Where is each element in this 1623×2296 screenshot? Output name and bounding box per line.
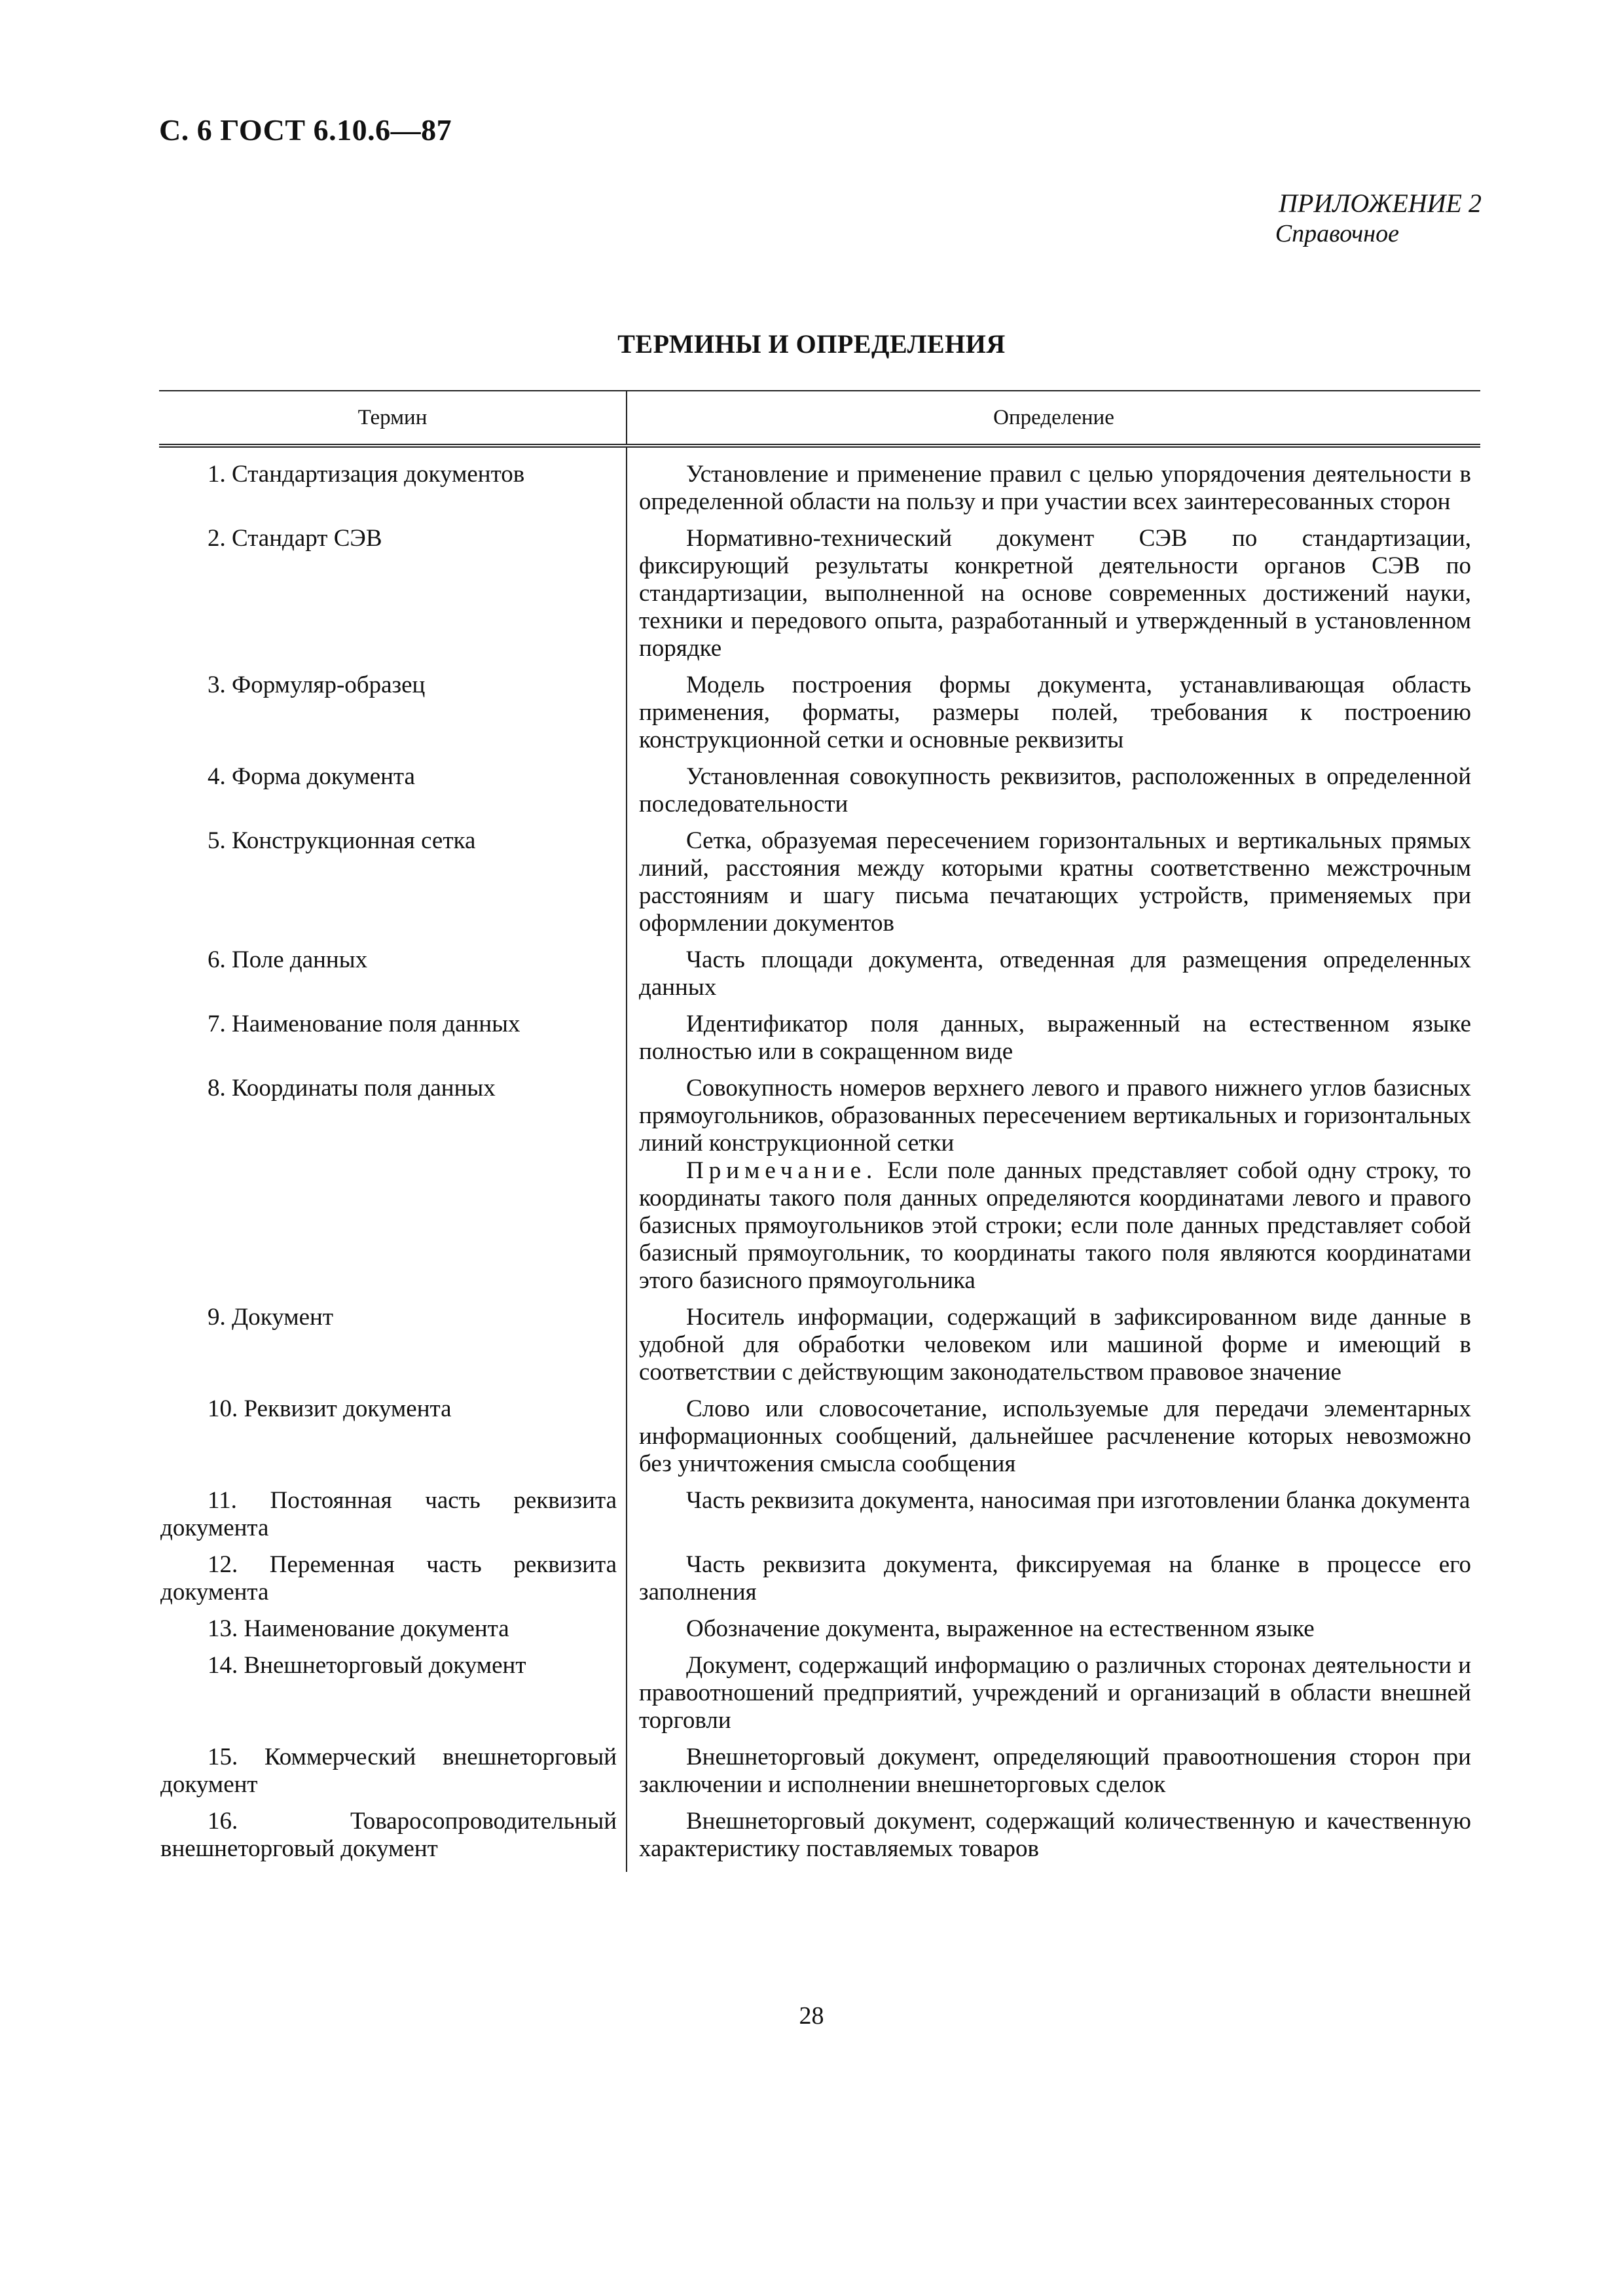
- definition-cell: Внешнеторговый документ, определяющий правоотношения сторон при заключении и исполнении внешнеторговых сделок: [639, 1744, 1471, 1798]
- table-header-row: [159, 391, 1480, 446]
- term-cell: 8. Координаты поля данных: [159, 1075, 627, 1304]
- table-row: [159, 1304, 1480, 1395]
- definition-cell: Носитель информации, содержащий в зафиксированном виде данные в удобной для обработки человеком или машиной форме и имеющий в соответствии с действующим законодательством правовое значение: [639, 1304, 1471, 1386]
- table-row: [159, 1487, 1480, 1551]
- term-cell: 10. Реквизит документа: [159, 1395, 627, 1487]
- note: [639, 1157, 1471, 1295]
- definition-cell: Слово или словосочетание, используемые для передачи элементарных информационных сообщений, дальнейшее расчленение которых невозможно без уничтожения смысла сообщения: [639, 1395, 1471, 1477]
- table-row: [159, 1551, 1480, 1615]
- table-row: [159, 525, 1480, 672]
- table-row: [159, 1615, 1480, 1652]
- table-row: [159, 672, 1480, 763]
- appendix-status: Справочное: [1275, 220, 1399, 247]
- appendix-label-block: [1220, 188, 1482, 249]
- table-row: [159, 1808, 1480, 1872]
- term-cell: 4. Форма документа: [159, 763, 627, 827]
- term-cell: 16. Товаросопроводительный внешнеторговый документ: [159, 1808, 627, 1872]
- table-row: [159, 1011, 1480, 1075]
- definition-cell: Часть реквизита документа, фиксируемая на бланке в процессе его заполнения: [639, 1551, 1471, 1605]
- definition-cell: Идентификатор поля данных, выраженный на естественном языке полностью или в сокращенном виде: [639, 1011, 1471, 1065]
- definition-cell: Сетка, образуемая пересечением горизонтальных и вертикальных прямых линий, расстояния между которыми кратны соответственно межстрочным расстояниям и шагу письма печатающих устройств, применяемых при оформлении документов: [639, 827, 1471, 937]
- terms-table: [159, 390, 1480, 1872]
- definition-cell: Установленная совокупность реквизитов, расположенных в определенной последовательности: [639, 763, 1471, 817]
- table-row: [159, 827, 1480, 946]
- term-cell: 7. Наименование поля данных: [159, 1011, 627, 1075]
- page-number: 28: [799, 2002, 824, 2030]
- page-header-reference: С. 6 ГОСТ 6.10.6—87: [159, 113, 452, 147]
- definition-cell: Модель построения формы документа, устанавливающая область применения, форматы, размеры полей, требования к построению конструкционной сетки и основные реквизиты: [639, 672, 1471, 753]
- definition-cell: Установление и применение правил с целью упорядочения деятельности в определенной области на пользу и при участии всех заинтересованных сторон: [639, 461, 1471, 515]
- definition-cell: [627, 1075, 1480, 1304]
- column-header-definition: Определение: [627, 391, 1480, 446]
- term-cell: 3. Формуляр-образец: [159, 672, 627, 763]
- term-cell: 2. Стандарт СЭВ: [159, 525, 627, 672]
- table-row: [159, 1395, 1480, 1487]
- definition-cell: Внешнеторговый документ, содержащий количественную и качественную характеристику поставляемых товаров: [639, 1808, 1471, 1862]
- definition-cell: Нормативно-технический документ СЭВ по стандартизации, фиксирующий результаты конкретной деятельности органов СЭВ по стандартизации, выполненной на основе современных достижений науки, техники и передового опыта, разработанный и утвержденный в установленном порядке: [639, 525, 1471, 662]
- appendix-title: ПРИЛОЖЕНИЕ 2: [1279, 188, 1482, 218]
- table-row: [159, 446, 1480, 525]
- column-header-term: Термин: [159, 391, 627, 446]
- term-cell: 5. Конструкционная сетка: [159, 827, 627, 946]
- term-cell: 12. Переменная часть реквизита документа: [159, 1551, 627, 1615]
- table-row: [159, 763, 1480, 827]
- table-row: [159, 1075, 1480, 1304]
- term-cell: 15. Коммерческий внешнеторговый документ: [159, 1744, 627, 1808]
- note-label: Примечание.: [686, 1157, 878, 1184]
- note-text: Если поле данных представляет собой одну строку, то координаты такого поля данных определяются координатами левого и правого базисных прямоугольников этой строки; если поле данных представляет собой базисный прямоугольник, то координаты такого поля являются координатами этого базисного прямоугольника: [639, 1157, 1471, 1294]
- term-cell: 1. Стандартизация документов: [159, 446, 627, 525]
- term-cell: 14. Внешнеторговый документ: [159, 1652, 627, 1744]
- definition-cell: Часть реквизита документа, наносимая при изготовлении бланка документа: [686, 1487, 1470, 1514]
- table-row: [159, 946, 1480, 1011]
- table-row: [159, 1744, 1480, 1808]
- definition-cell: Обозначение документа, выраженное на естественном языке: [686, 1615, 1315, 1642]
- term-cell: 11. Постоянная часть реквизита документа: [159, 1487, 627, 1551]
- term-cell: 13. Наименование документа: [159, 1615, 627, 1652]
- definition-text: Совокупность номеров верхнего левого и правого нижнего углов базисных прямоугольников, образованных пересечением вертикальных и горизонтальных линий конструкционной сетки: [639, 1075, 1471, 1157]
- table-row: [159, 1652, 1480, 1744]
- definition-cell: Документ, содержащий информацию о различных сторонах деятельности и правоотношений предприятий, учреждений и организаций в области внешней торговли: [639, 1652, 1471, 1734]
- term-cell: 6. Поле данных: [159, 946, 627, 1011]
- term-cell: 9. Документ: [159, 1304, 627, 1395]
- section-title: ТЕРМИНЫ И ОПРЕДЕЛЕНИЯ: [617, 329, 1006, 359]
- definition-cell: Часть площади документа, отведенная для размещения определенных данных: [639, 946, 1471, 1001]
